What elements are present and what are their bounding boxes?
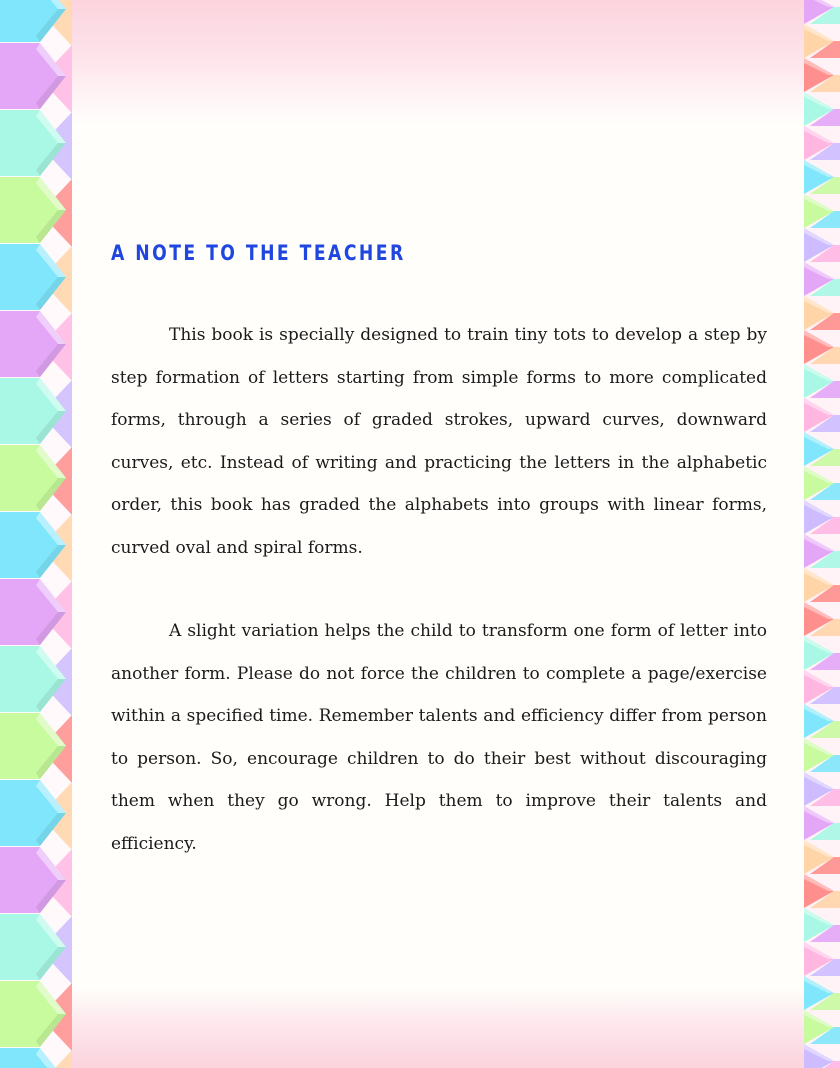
note-paragraph-1: This book is specially designed to train tiny tots to develop a step by step formation of letters starting from simple forms to more complicated forms, through a series of graded strokes, upward curves, downward curves, etc. Instead of writing and practicing the letters in the alphabetic order, this book has graded the alphabets into groups with linear forms, curved oval and spiral forms. [111, 325, 767, 558]
right-diamond-strip [804, 0, 840, 1068]
right-decorative-border [804, 0, 840, 1068]
bottom-pink-band [72, 988, 804, 1068]
note-content [111, 238, 767, 865]
note-title: A NOTE TO THE TEACHER [111, 241, 406, 265]
note-paragraph-2: A slight variation helps the child to transform one form of letter into another form. Please do not force the children to complete a page/exercise within a specified time. Remember talents and efficiency differ from person to person. So, encourage children to do their best without discouraging them when they go wrong. Help them to improve their talents and efficiency. [111, 621, 767, 854]
left-decorative-border [0, 0, 72, 1068]
left-pennant-strip [0, 0, 72, 1068]
top-pink-band [72, 0, 804, 125]
